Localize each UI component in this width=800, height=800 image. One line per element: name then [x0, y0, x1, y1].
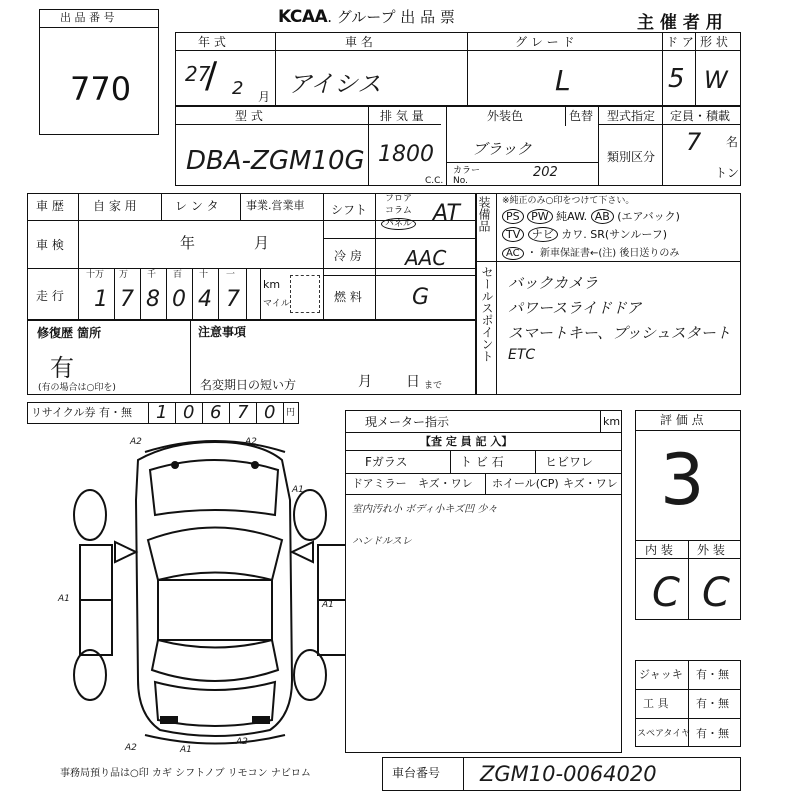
notes-label: 注意事項 — [198, 325, 247, 339]
mileage-digit: 7 — [226, 287, 240, 312]
jack-label: ジャッキ — [639, 668, 683, 681]
fuel-value: G — [412, 285, 430, 310]
recycle-label: リサイクル券 有・無 — [31, 406, 132, 419]
car-damage-diagram — [60, 430, 345, 755]
option-ac[interactable]: AC — [502, 247, 524, 260]
capacity-unit: 名 — [726, 135, 739, 149]
mileage-check-box — [290, 275, 320, 313]
ac-label: 冷 房 — [334, 249, 362, 263]
cc-unit: C.C. — [425, 176, 444, 186]
ac-value: AAC — [405, 246, 447, 270]
brand-logo: KCAA — [278, 7, 328, 27]
mirror-state: キズ・ワレ — [418, 477, 473, 490]
grade-label: グ レ ー ド — [515, 35, 575, 49]
year-slash: / — [205, 55, 218, 96]
inspector-comment: 室内汚れ小 ボディ小キズ凹 少々 — [352, 504, 498, 515]
damage-mark: A1 — [292, 485, 304, 495]
selling-point: スマートキー、プッシュスタート — [508, 324, 731, 342]
exterior-label: 外 装 — [697, 543, 725, 557]
wheel-label: ホイール(CP) — [492, 477, 559, 490]
class-label: 類別区分 — [607, 150, 656, 164]
damage-mark: A2 — [130, 437, 142, 447]
history-rental[interactable]: レ ン タ — [175, 199, 219, 213]
deadline-until: まで — [424, 381, 443, 391]
damage-mark: A2 — [125, 743, 137, 753]
lot-number: 770 — [70, 70, 132, 108]
deadline-day: 日 — [406, 374, 420, 390]
recycle-unit: 円 — [286, 408, 296, 418]
mileage-digit: 0 — [172, 287, 186, 312]
shift-option-panel[interactable]: パネル — [381, 218, 416, 230]
score-value: 3 — [660, 439, 705, 521]
history-label: 車 歴 — [36, 199, 64, 213]
model-value: DBA-ZGM10G — [186, 146, 365, 176]
equipment-line3: AC ・ 新車保証書←(注) 後日送りのみ — [502, 244, 679, 259]
mile-unit: マイル — [263, 299, 290, 309]
exterior-color-label: 外装色 — [487, 109, 524, 123]
equipment-label: 装備品 — [477, 196, 491, 232]
repair-note: (有の場合は○印を) — [38, 383, 116, 393]
recycle-digit: 0 — [183, 402, 195, 423]
displacement-label: 排 気 量 — [380, 109, 424, 123]
recycle-digit: 0 — [264, 402, 276, 423]
option-airbag[interactable]: AB — [591, 209, 614, 224]
year-value: 27 — [185, 62, 211, 86]
color-change-label: 色替 — [569, 109, 594, 123]
shift-label: シフト — [331, 203, 368, 217]
equipment-note: ※純正のみ○印をつけて下さい。 — [502, 196, 635, 206]
option-navi[interactable]: ナビ — [528, 227, 558, 242]
color-no-label: カラー No. — [453, 166, 481, 186]
meter-label: 現メーター指示 — [365, 415, 450, 429]
option-leather[interactable]: カワ. — [561, 228, 587, 241]
damage-mark: A2 — [236, 737, 248, 747]
interior-label: 内 装 — [645, 543, 673, 557]
repair-value: 有 — [50, 354, 74, 382]
mileage-label: 走 行 — [36, 289, 64, 303]
inspection-label: 車 検 — [36, 238, 64, 252]
title-text: . グループ 出 品 票 — [327, 8, 455, 26]
spare-options[interactable]: 有・無 — [696, 727, 729, 740]
type-spec-label: 型式指定 — [607, 109, 656, 123]
grade-value: L — [555, 64, 571, 97]
month-value: 2 — [232, 78, 244, 99]
exterior-value: C — [702, 570, 730, 616]
km-unit: km — [263, 278, 281, 291]
car-name-value: アイシス — [288, 70, 382, 98]
f-glass-label: Fガラス — [365, 455, 408, 469]
recycle-digit: 6 — [210, 402, 222, 423]
digit-unit-100k: 十万 — [86, 270, 105, 280]
selling-point: バックカメラ — [508, 274, 599, 292]
inspector-header: 【査 定 員 記 入】 — [420, 435, 513, 448]
chip-label: ト ビ 石 — [460, 455, 504, 469]
color-no-value: 202 — [533, 165, 558, 180]
recycle-digit: 7 — [237, 402, 249, 423]
shift-value: AT — [433, 201, 460, 226]
tools-options[interactable]: 有・無 — [696, 697, 729, 710]
history-private[interactable]: 自 家 用 — [93, 199, 137, 213]
selling-point: ETC — [508, 347, 536, 363]
selling-points-label: セールスポイント — [480, 266, 494, 362]
wheel-state: キズ・ワレ — [563, 477, 618, 490]
car-name-label: 車 名 — [345, 35, 373, 49]
selling-point: パワースライドドア — [508, 299, 642, 317]
jack-options[interactable]: 有・無 — [696, 668, 729, 681]
option-sunroof[interactable]: SR(サンルーフ) — [590, 228, 668, 241]
inspection-year-unit: 年 — [180, 234, 196, 252]
model-label: 型 式 — [235, 109, 263, 123]
damage-mark: A1 — [180, 745, 192, 755]
meter-unit: km — [603, 415, 621, 428]
digit-unit-1: 一 — [226, 270, 236, 280]
equipment-line1 — [502, 208, 680, 224]
option-alloy-wheel[interactable]: 純AW. — [556, 210, 588, 223]
option-airbag-text: (エアバック) — [617, 210, 680, 223]
score-label: 評 価 点 — [660, 413, 704, 427]
doors-label: ド ア — [666, 35, 694, 49]
option-pw[interactable]: PW — [527, 209, 553, 224]
interior-value: C — [652, 570, 680, 616]
office-note: 事務局預り品は○印 カギ シフトノブ リモコン ナビロム — [60, 768, 311, 779]
fuel-label: 燃 料 — [334, 290, 362, 304]
option-ps[interactable]: PS — [502, 209, 524, 224]
shift-option-column[interactable]: コラム — [385, 206, 412, 216]
capacity-value: 7 — [686, 128, 702, 156]
lot-number-label: 出 品 番 号 — [60, 11, 115, 24]
mileage-digit: 8 — [146, 287, 160, 312]
mileage-digit: 4 — [198, 287, 212, 312]
mileage-digit: 7 — [120, 287, 134, 312]
option-warranty[interactable]: 新車保証書←(注) 後日送りのみ — [540, 248, 680, 259]
chassis-value: ZGM10-0064020 — [480, 762, 657, 786]
inspector-comment: ハンドルスレ — [352, 536, 412, 547]
mileage-digit: 1 — [94, 287, 108, 312]
damage-mark: A1 — [322, 600, 334, 610]
digit-unit-1k: 千 — [147, 270, 157, 280]
organizer-label: 主 催 者 用 — [637, 13, 723, 33]
repair-label: 修復歴 箇所 — [37, 326, 102, 340]
option-tv[interactable]: TV — [502, 227, 524, 242]
spare-tire-label: スペアタイヤ — [637, 729, 691, 739]
shift-option-floor[interactable]: フロア — [385, 194, 413, 204]
tons-unit: トン — [715, 166, 740, 180]
deadline-month: 月 — [358, 374, 372, 390]
crack-label: ヒビワレ — [545, 455, 594, 469]
form-title — [278, 6, 455, 27]
damage-mark: A2 — [245, 437, 257, 447]
doors-value: 5 — [668, 64, 685, 94]
shape-label: 形 状 — [700, 35, 728, 49]
exterior-color-value: ブラック — [472, 140, 532, 158]
deadline-label: 名変期日の短い方 — [200, 378, 297, 392]
month-unit: 月 — [258, 90, 271, 104]
damage-mark: A1 — [58, 594, 70, 604]
chassis-label: 車台番号 — [392, 766, 441, 780]
digit-unit-100: 百 — [173, 270, 183, 280]
recycle-digit: 1 — [156, 402, 168, 423]
digit-unit-10k: 万 — [119, 270, 129, 280]
mirror-label: ドアミラー — [352, 477, 407, 490]
equipment-line2 — [502, 226, 667, 242]
capacity-label: 定員・積載 — [670, 109, 731, 123]
history-commercial[interactable]: 事業.営業車 — [246, 199, 305, 212]
inspection-month-unit: 月 — [254, 234, 270, 252]
digit-unit-10: 十 — [199, 270, 209, 280]
year-label: 年 式 — [198, 35, 226, 49]
displacement-value: 1800 — [378, 142, 434, 167]
tools-label: 工 具 — [643, 697, 669, 710]
shape-value: W — [704, 66, 728, 94]
